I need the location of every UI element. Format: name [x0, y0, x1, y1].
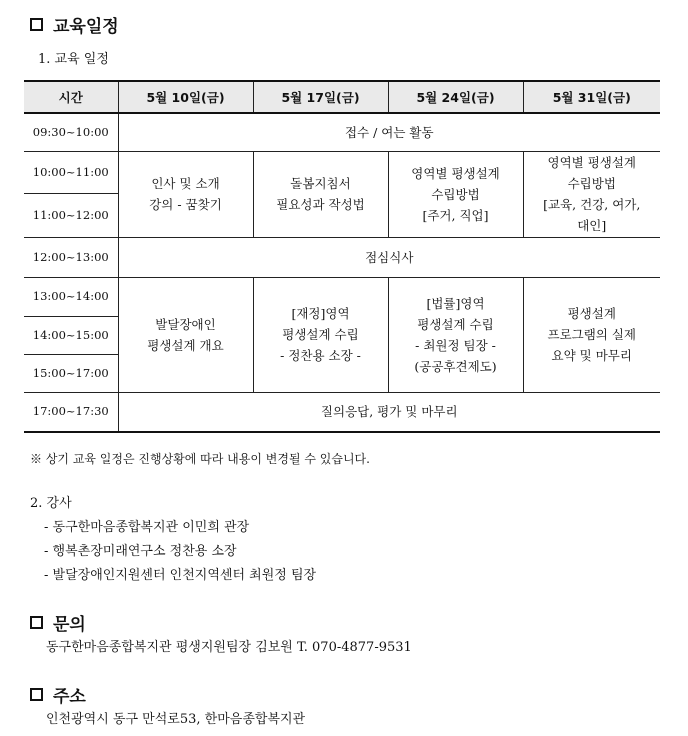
checkbox-square-icon — [30, 18, 43, 31]
table-row — [24, 151, 660, 193]
session-line: 대인] — [577, 218, 607, 233]
session-line: 돌봄지침서 — [290, 176, 351, 191]
session-line: [법률]영역 — [426, 295, 485, 311]
address-section-title: 주소 — [53, 687, 86, 707]
address-section-header — [30, 682, 86, 707]
time-cell: 17:00~17:30 — [24, 392, 118, 432]
session-line: 요약 및 마무리 — [551, 348, 632, 363]
morning-session-1 — [118, 151, 253, 237]
session-line: 영역별 평생설계 — [547, 155, 636, 170]
morning-session-3 — [388, 151, 523, 237]
header-date-2: 5월 17일(금) — [253, 81, 388, 113]
session-line: [교육, 건강, 여가, — [543, 197, 641, 212]
morning-session-4 — [523, 151, 660, 237]
session-line: 수립방법 — [567, 176, 616, 191]
session-line: - 최원정 팀장 - — [415, 337, 496, 353]
session-line: 인사 및 소개 — [151, 176, 220, 191]
time-cell: 10:00~11:00 — [24, 151, 118, 193]
session-line: 평생설계 수립 — [282, 327, 359, 342]
session-line: 영역별 평생설계 — [411, 165, 500, 181]
address-text: 인천광역시 동구 만석로53, 한마음종합복지관 — [46, 712, 306, 727]
session-line: 평생설계 — [567, 306, 616, 321]
session-line: [재정]영역 — [291, 306, 350, 321]
lecturer-item: - 발달장애인지원센터 인천지역센터 최원정 팀장 — [44, 568, 317, 583]
table-row — [24, 237, 660, 277]
table-header-row — [24, 81, 660, 113]
time-cell: 09:30~10:00 — [24, 113, 118, 151]
header-date-4: 5월 31일(금) — [523, 81, 660, 113]
schedule-section-title: 교육일정 — [53, 17, 119, 37]
session-line: 프로그램의 실제 — [547, 327, 636, 342]
table-row — [24, 113, 660, 151]
afternoon-session-2 — [253, 277, 388, 392]
schedule-subheading: 1. 교육 일정 — [38, 52, 109, 67]
session-line: 발달장애인 — [155, 316, 216, 332]
afternoon-session-3 — [388, 277, 523, 392]
lecturer-item: - 행복촌장미래연구소 정찬용 소장 — [44, 544, 237, 559]
header-time: 시간 — [24, 81, 118, 113]
schedule-note: ※ 상기 교육 일정은 진행상황에 따라 내용이 변경될 수 있습니다. — [30, 452, 370, 466]
reception-cell: 접수 / 여는 활동 — [118, 113, 660, 151]
session-line: (공공후견제도) — [414, 358, 497, 374]
inquiry-section-header — [30, 610, 86, 635]
header-date-3: 5월 24일(금) — [388, 81, 523, 113]
table-row — [24, 392, 660, 432]
header-date-1: 5월 10일(금) — [118, 81, 253, 113]
checkbox-square-icon — [30, 688, 43, 701]
table-row — [24, 277, 660, 316]
session-line: - 정찬용 소장 - — [280, 348, 361, 363]
session-line: [주거, 직업] — [422, 207, 489, 223]
session-line: 수립방법 — [431, 186, 480, 202]
time-cell: 13:00~14:00 — [24, 277, 118, 316]
inquiry-contact: 동구한마음종합복지관 평생지원팀장 김보원 T. 070-4877-9531 — [46, 640, 412, 655]
time-cell: 12:00~13:00 — [24, 237, 118, 277]
time-cell: 14:00~15:00 — [24, 316, 118, 354]
inquiry-section-title: 문의 — [53, 615, 86, 635]
lecturer-item: - 동구한마음종합복지관 이민희 관장 — [44, 520, 250, 535]
morning-session-2 — [253, 151, 388, 237]
session-line: 평생설계 수립 — [417, 316, 494, 332]
checkbox-square-icon — [30, 616, 43, 629]
schedule-table — [24, 80, 660, 433]
time-cell: 15:00~17:00 — [24, 354, 118, 392]
lecturer-subheading: 2. 강사 — [30, 496, 72, 511]
time-cell: 11:00~12:00 — [24, 193, 118, 237]
schedule-section-header — [30, 12, 119, 37]
afternoon-session-1 — [118, 277, 253, 392]
session-line: 강의 - 꿈찾기 — [149, 197, 222, 212]
lunch-cell: 점심식사 — [118, 237, 660, 277]
closing-cell: 질의응답, 평가 및 마무리 — [118, 392, 660, 432]
session-line: 필요성과 작성법 — [276, 197, 365, 212]
session-line: 평생설계 개요 — [147, 337, 224, 353]
afternoon-session-4 — [523, 277, 660, 392]
